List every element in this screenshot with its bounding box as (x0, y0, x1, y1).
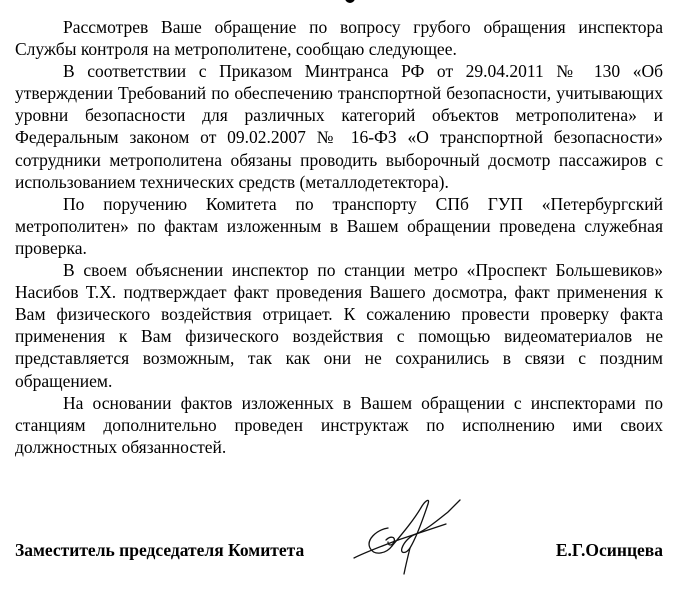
letter-paragraph-legal-basis: В соответствии с Приказом Минтранса РФ от 29.04.2011 № 130 «Об утверждении Требований по обеспечению транспортной безопасности, учитывающих уровни безопасности для различных категорий объектов метрополитена» и Федеральным законом от 09.02.2007 № 16-ФЗ «О транспортной безопасности» сотрудники метрополитена обязаны проводить выборочный досмотр пассажиров с использованием технических средств (металлодетектора). (15, 61, 663, 192)
letter-paragraph-explanation: В своем объяснении инспектор по станции метро «Проспект Большевиков» Насибов Т.Х. подтверждает факт проведения Вашего досмотра, факт применения к Вам физического воздействия отрицает. К сожалению провести проверку факта применения к Вам физического воздействия с помощью видеоматериалов не представляется возможным, так как они не сохранились в связи с поздним обращением. (15, 260, 663, 391)
signature-block (15, 540, 663, 564)
letter-paragraph-conclusion: На основании фактов изложенных в Вашем обращении с инспекторами по станциям дополнительно проведен инструктаж по исполнению ими своих должностных обязанностей. (15, 392, 663, 457)
letter-paragraph-intro: Рассмотрев Ваше обращение по вопросу грубого обращения инспектора Службы контроля на метрополитене, сообщаю следующее. (15, 17, 663, 60)
letter-body (15, 16, 663, 458)
handwritten-signature-icon (352, 496, 468, 578)
page-top-mark (345, 0, 355, 3)
signatory-position: Заместитель председателя Комитета (15, 540, 305, 560)
signatory-name: Е.Г.Осинцева (555, 540, 663, 560)
letter-paragraph-inspection: По поручению Комитета по транспорту СПб ГУП «Петербургский метрополитен» по фактам изложенным в Вашем обращении проведена служебная проверка. (15, 193, 663, 258)
